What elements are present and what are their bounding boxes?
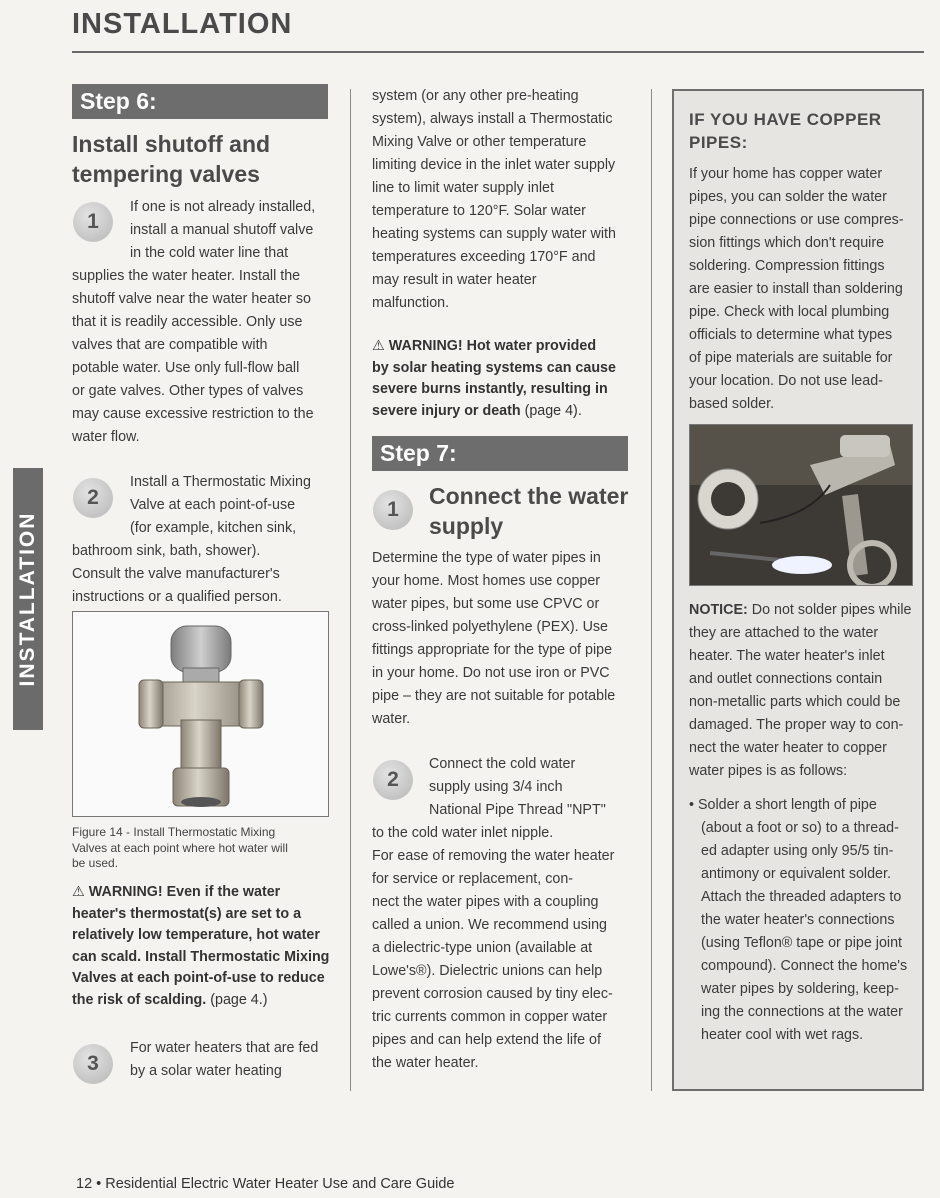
- step7-item2-line: for service or replacement, con-: [372, 871, 574, 887]
- step7-item1-line: water.: [372, 711, 411, 727]
- step6-item1-number-badge: 1: [73, 202, 113, 242]
- title-divider: [72, 51, 924, 53]
- step6-banner: Step 6:: [72, 84, 328, 119]
- step7-item2-line: the water heater.: [372, 1055, 479, 1071]
- column-divider-1: [350, 89, 351, 1091]
- step6-item1-line: valves that are compatible with: [72, 337, 268, 353]
- step7-heading-line1: Connect the water: [429, 483, 629, 509]
- solar-warning-line: severe injury or death (page 4).: [372, 402, 582, 419]
- step7-item2-line: National Pipe Thread "NPT": [429, 802, 606, 818]
- page-title: INSTALLATION: [72, 8, 293, 40]
- solar-continuation-line: malfunction.: [372, 295, 450, 311]
- step7-item2-line: to the cold water inlet nipple.: [372, 825, 554, 841]
- step7-item1-line: pipe – they are not suitable for potable: [372, 688, 616, 704]
- notice-label: NOTICE:: [689, 602, 748, 618]
- step7-item2-line: Connect the cold water: [429, 756, 576, 772]
- step7-item1-number-badge: 1: [373, 490, 413, 530]
- sidebar-bullet-line: antimony or equivalent solder.: [701, 866, 891, 882]
- step7-item2-number-badge: 2: [373, 760, 413, 800]
- step6-item2-number-badge: 2: [73, 478, 113, 518]
- sidebar-intro-line: pipe connections or use compres-: [689, 212, 904, 228]
- step6-item1-line: supplies the water heater. Install the: [72, 268, 301, 284]
- sidebar-intro-line: are easier to install than soldering: [689, 281, 903, 297]
- step6-item1-line: If one is not already installed,: [130, 199, 316, 215]
- sidebar-bullet-line: • Solder a short length of pipe: [689, 797, 877, 813]
- solar-continuation-line: system (or any other pre-heating: [372, 88, 579, 104]
- solar-warning-line: by solar heating systems can cause: [372, 359, 616, 376]
- step6-heading-line2: tempering valves: [72, 161, 260, 187]
- sidebar-intro-line: of pipe materials are suitable for: [689, 350, 893, 366]
- sidebar-notice-line: and outlet connections contain: [689, 671, 883, 687]
- step7-item1-line: your home. Most homes use copper: [372, 573, 601, 589]
- step6-warning-line: can scald. Install Thermostatic Mixing: [72, 948, 330, 965]
- step6-warning-line: Valves at each point-of-use to reduce: [72, 970, 325, 987]
- step6-item1-line: potable water. Use only full-flow ball: [72, 360, 300, 376]
- sidebar-bullet-line: water pipes by soldering, keep-: [701, 981, 899, 997]
- figure-caption-line: Figure 14 - Install Thermostatic Mixing: [72, 825, 276, 839]
- solar-continuation-line: limiting device in the inlet water supply: [372, 157, 616, 173]
- step6-warning-line: heater's thermostat(s) are set to a: [72, 905, 302, 922]
- sidebar-bullet-line: Attach the threaded adapters to: [701, 889, 902, 905]
- sidebar-notice-line: damaged. The proper way to con-: [689, 717, 904, 733]
- sidebar-intro-line: If your home has copper water: [689, 166, 883, 182]
- sidebar-bullet-line: compound). Connect the home's: [701, 958, 908, 974]
- step7-item1-line: Determine the type of water pipes in: [372, 550, 601, 566]
- sidebar-bullet-line: the water heater's connections: [701, 912, 895, 928]
- soldering-photo: [689, 424, 913, 586]
- step6-item1-line: install a manual shutoff valve: [130, 222, 314, 238]
- sidebar-bullet-line: (about a foot or so) to a thread-: [701, 820, 899, 836]
- step7-item1-line: water pipes, but some use CPVC or: [372, 596, 600, 612]
- step7-item2-line: For ease of removing the water heater: [372, 848, 615, 864]
- notice-first-text: Do not solder pipes while: [747, 602, 912, 618]
- solar-warning-page-ref: (page 4).: [524, 402, 582, 419]
- solar-continuation-line: temperatures exceeding 170°F and: [372, 249, 596, 265]
- step7-item2-line: supply using 3/4 inch: [429, 779, 563, 795]
- step6-item2-line: Consult the valve manufacturer's: [72, 566, 280, 582]
- solar-continuation-line: may result in water heater: [372, 272, 537, 288]
- step6-item1-line: in the cold water line that: [130, 245, 289, 261]
- sidebar-intro-line: soldering. Compression fittings: [689, 258, 885, 274]
- solar-continuation-line: Mixing Valve or other temperature: [372, 134, 587, 150]
- step6-item2-line: (for example, kitchen sink,: [130, 520, 297, 536]
- step6-item1-line: water flow.: [72, 429, 140, 445]
- mixing-valve-illustration: [73, 612, 328, 816]
- solar-continuation-line: system), always install a Thermostatic: [372, 111, 613, 127]
- solar-warning-line: severe burns instantly, resulting in: [372, 381, 608, 398]
- step7-item1-line: fittings appropriate for the type of pipe: [372, 642, 613, 658]
- step7-item2-line: pipes and can help extend the life of: [372, 1032, 601, 1048]
- sidebar-intro-line: based solder.: [689, 396, 775, 412]
- sidebar-notice-line: non-metallic parts which could be: [689, 694, 901, 710]
- step6-item3-line: by a solar water heating: [130, 1063, 282, 1079]
- solar-continuation-line: line to limit water supply inlet: [372, 180, 554, 196]
- column-divider-2: [651, 89, 652, 1091]
- sidebar-bullet-line: (using Teflon® tape or pipe joint: [701, 935, 903, 951]
- step7-banner: Step 7:: [372, 436, 628, 471]
- sidebar-bullet-line: heater cool with wet rags.: [701, 1027, 864, 1043]
- sidebar-notice-line: water pipes is as follows:: [689, 763, 848, 779]
- step6-warning-line: relatively low temperature, hot water: [72, 927, 320, 944]
- step7-item2-line: tric currents common in copper water: [372, 1009, 608, 1025]
- step6-item2-line: Valve at each point-of-use: [130, 497, 296, 513]
- page-footer: 12 • Residential Electric Water Heater Use and Care Guide: [76, 1176, 455, 1192]
- step6-warning-line: ⚠ WARNING! Even if the water: [72, 884, 281, 900]
- side-tab: [13, 468, 43, 730]
- sidebar-intro-line: your location. Do not use lead-: [689, 373, 883, 389]
- sidebar-bullet-line: ed adapter using only 95/5 tin-: [701, 843, 894, 859]
- sidebar-title-line1: IF YOU HAVE COPPER: [689, 110, 882, 129]
- step7-item2-line: prevent corrosion caused by tiny elec-: [372, 986, 613, 1002]
- step6-item2-line: bathroom sink, bath, shower).: [72, 543, 261, 559]
- sidebar-intro-line: sion fittings which don't require: [689, 235, 885, 251]
- solar-continuation-line: heating systems can supply water with: [372, 226, 616, 242]
- solar-continuation-line: temperature to 120°F. Solar water: [372, 203, 586, 219]
- sidebar-intro-line: pipes, you can solder the water: [689, 189, 887, 205]
- step6-item1-line: shutoff valve near the water heater so: [72, 291, 311, 307]
- step7-item2-line: called a union. We recommend using: [372, 917, 607, 933]
- solar-warning-line: ⚠ WARNING! Hot water provided: [372, 338, 597, 354]
- figure-caption-line: be used.: [72, 856, 119, 870]
- step6-item1-line: or gate valves. Other types of valves: [72, 383, 304, 399]
- sidebar-intro-line: pipe. Check with local plumbing: [689, 304, 890, 320]
- soldering-illustration: [690, 425, 912, 585]
- step6-item2-line: Install a Thermostatic Mixing: [130, 474, 311, 490]
- step7-item1-line: in your home. Do not use iron or PVC: [372, 665, 610, 681]
- step6-item3-number-badge: 3: [73, 1044, 113, 1084]
- step6-heading-line1: Install shutoff and: [72, 131, 271, 157]
- sidebar-title-line2: PIPES:: [689, 133, 748, 152]
- step6-warning-page-ref: (page 4.): [210, 992, 268, 1008]
- sidebar-notice-line: heater. The water heater's inlet: [689, 648, 885, 664]
- sidebar-notice-first-line: [689, 599, 912, 622]
- step7-item1-line: cross-linked polyethylene (PEX). Use: [372, 619, 608, 635]
- step7-item2-line: Lowe's®). Dielectric unions can help: [372, 963, 603, 979]
- side-tab-label: INSTALLATION: [16, 511, 39, 687]
- step7-item2-line: a dielectric-type union (available at: [372, 940, 593, 956]
- sidebar-bullet-line: ing the connections at the water: [701, 1004, 903, 1020]
- sidebar-intro-line: officials to determine what types: [689, 327, 893, 343]
- step6-item2-line: instructions or a qualified person.: [72, 589, 282, 605]
- sidebar-notice-line: nect the water heater to copper: [689, 740, 887, 756]
- step7-item2-line: nect the water pipes with a coupling: [372, 894, 599, 910]
- step6-item1-line: may cause excessive restriction to the: [72, 406, 314, 422]
- mixing-valve-photo: [72, 611, 329, 817]
- figure-caption-line: Valves at each point where hot water will: [72, 840, 288, 855]
- sidebar-notice-line: they are attached to the water: [689, 625, 879, 641]
- step6-item1-line: that it is readily accessible. Only use: [72, 314, 303, 330]
- step6-warning-line: the risk of scalding. (page 4.): [72, 992, 268, 1008]
- step7-heading-line2: supply: [429, 513, 504, 539]
- step6-item3-line: For water heaters that are fed: [130, 1040, 319, 1056]
